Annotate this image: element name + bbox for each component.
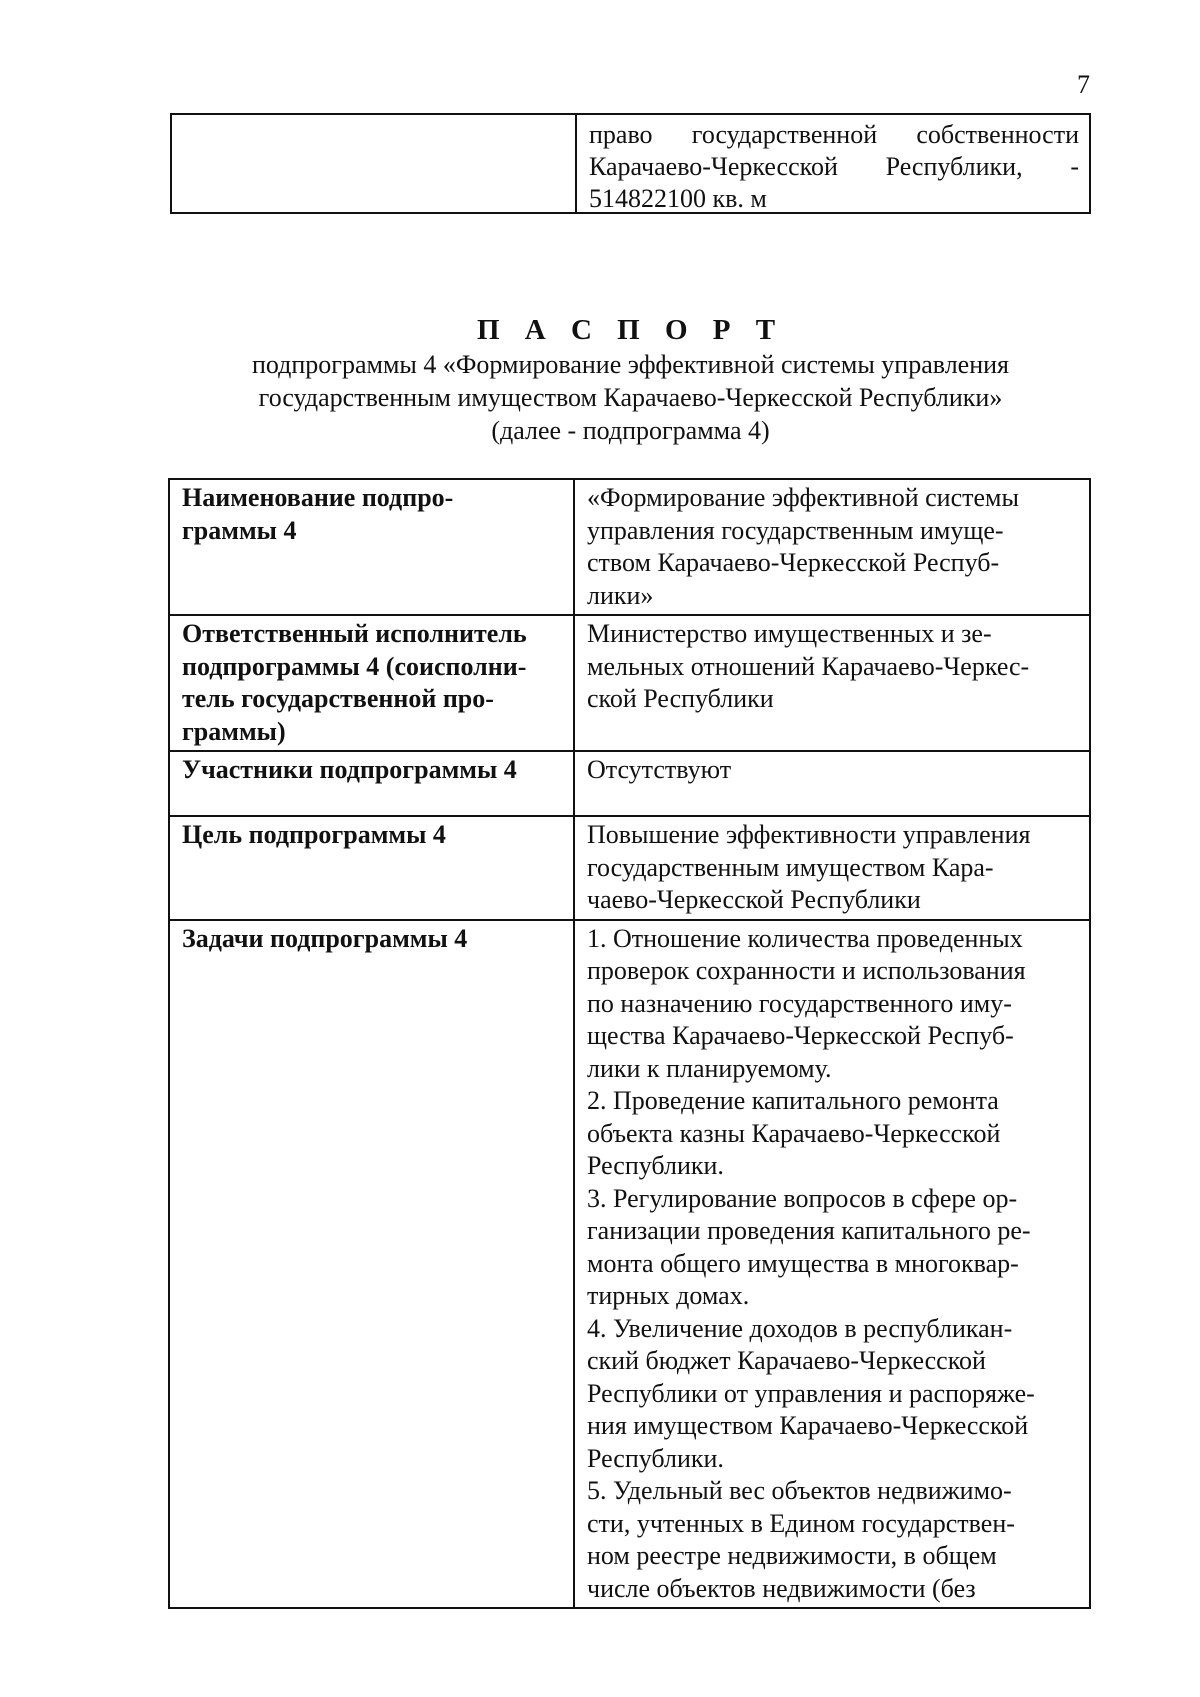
row-value-line: лики к планируемому.	[587, 1053, 832, 1083]
heading-subtitle-line: государственным имуществом Карачаево-Черкесской Республики»	[258, 383, 1003, 412]
row-value-line: Отсутствуют	[587, 755, 732, 784]
row-value-line: 1. Отношение количества проведенных	[587, 923, 1023, 953]
row-value-line: по назначению государственного иму-	[587, 988, 1012, 1018]
row-value-line: 2. Проведение капитального ремонта	[587, 1086, 999, 1115]
row-value-line: ганизации проведения капитального ре-	[587, 1216, 1031, 1245]
row-label-cell	[169, 920, 574, 1609]
table-row	[169, 816, 1090, 920]
row-value-line: сти, учтенных в Едином государствен-	[587, 1508, 1015, 1538]
row-value-line: монта общего имущества в многоквар-	[587, 1248, 1019, 1278]
row-value-line: государственным имуществом Кара-	[587, 852, 994, 882]
row-value-line: 3. Регулирование вопросов в сфере ор-	[587, 1183, 1018, 1213]
row-value-cell	[574, 615, 1090, 751]
row-value-line: лики»	[587, 580, 654, 610]
row-label-line: тель государственной про-	[182, 684, 494, 713]
page-number: 7	[1077, 70, 1090, 99]
heading-title: П А С П О Р Т	[476, 314, 785, 346]
row-value-line: 4. Увеличение доходов в республикан-	[587, 1313, 1013, 1343]
continuation-text-cell	[577, 115, 1089, 212]
row-value-line: чаево-Черкесской Республики	[587, 885, 921, 914]
row-label-line: Участники подпрограммы 4	[182, 755, 517, 784]
continuation-line: Карачаево-Черкесской Республики, -	[589, 152, 1079, 181]
passport-table	[168, 478, 1091, 1609]
continuation-empty-cell	[172, 115, 577, 212]
row-value-cell	[574, 920, 1090, 1609]
row-value-line: 5. Удельный вес объектов недвижимо-	[587, 1476, 1012, 1505]
row-value-cell	[574, 479, 1090, 615]
continuation-table	[170, 113, 1091, 214]
row-value-line: управления государственным имуще-	[587, 515, 1004, 545]
heading-subtitle-line: подпрограммы 4 «Формирование эффективной системы управления	[251, 350, 1009, 379]
row-label-line: Задачи подпрограммы 4	[182, 923, 468, 953]
row-label-line: граммы 4	[182, 515, 297, 545]
row-value-line: щества Карачаево-Черкесской Респуб-	[587, 1021, 1014, 1050]
row-value-line: Министерство имущественных и зе-	[587, 619, 992, 648]
row-value-line: числе объектов недвижимости (без	[587, 1573, 976, 1603]
row-label-line: Наименование подпро-	[182, 483, 454, 512]
row-label-line: Цель подпрограммы 4	[182, 820, 446, 849]
passport-table-body	[169, 479, 1090, 1608]
row-value-line: ской Республики	[587, 684, 774, 713]
row-value-line: ский бюджет Карачаево-Черкесской	[587, 1346, 986, 1375]
row-label-cell	[169, 816, 574, 920]
row-value-line: «Формирование эффективной системы	[587, 483, 1019, 512]
table-row	[169, 615, 1090, 751]
row-value-line: ном реестре недвижимости, в общем	[587, 1541, 997, 1570]
row-value-line: проверок сохранности и использования	[587, 956, 1026, 985]
row-label-cell	[169, 479, 574, 615]
row-value-cell	[574, 751, 1090, 816]
table-row	[169, 479, 1090, 615]
row-value-line: ством Карачаево-Черкесской Респуб-	[587, 548, 1000, 577]
row-label-line: граммы)	[182, 716, 286, 746]
row-value-line: мельных отношений Карачаево-Черкес-	[587, 651, 1030, 681]
passport-heading	[170, 312, 1091, 447]
row-value-line: объекта казны Карачаево-Черкесской	[587, 1118, 1001, 1148]
continuation-line: право государственной собственности	[589, 120, 1079, 149]
heading-subtitle-line: (далее - подпрограмма 4)	[491, 416, 770, 445]
row-value-cell	[574, 816, 1090, 920]
row-value-line: ния имуществом Карачаево-Черкесской	[587, 1411, 1029, 1440]
row-label-cell	[169, 615, 574, 751]
row-value-line: Республики.	[587, 1443, 724, 1473]
row-value-line: тирных домах.	[587, 1281, 750, 1310]
row-label-cell	[169, 751, 574, 816]
continuation-line: 514822100 кв. м	[589, 184, 767, 213]
row-value-line: Повышение эффективности управления	[587, 820, 1031, 849]
row-label-line: подпрограммы 4 (соисполни-	[182, 651, 527, 681]
table-row	[169, 751, 1090, 816]
row-label-line: Ответственный исполнитель	[182, 619, 527, 648]
table-row	[169, 920, 1090, 1609]
row-value-line: Республики.	[587, 1151, 724, 1180]
row-value-line: Республики от управления и распоряже-	[587, 1378, 1035, 1408]
